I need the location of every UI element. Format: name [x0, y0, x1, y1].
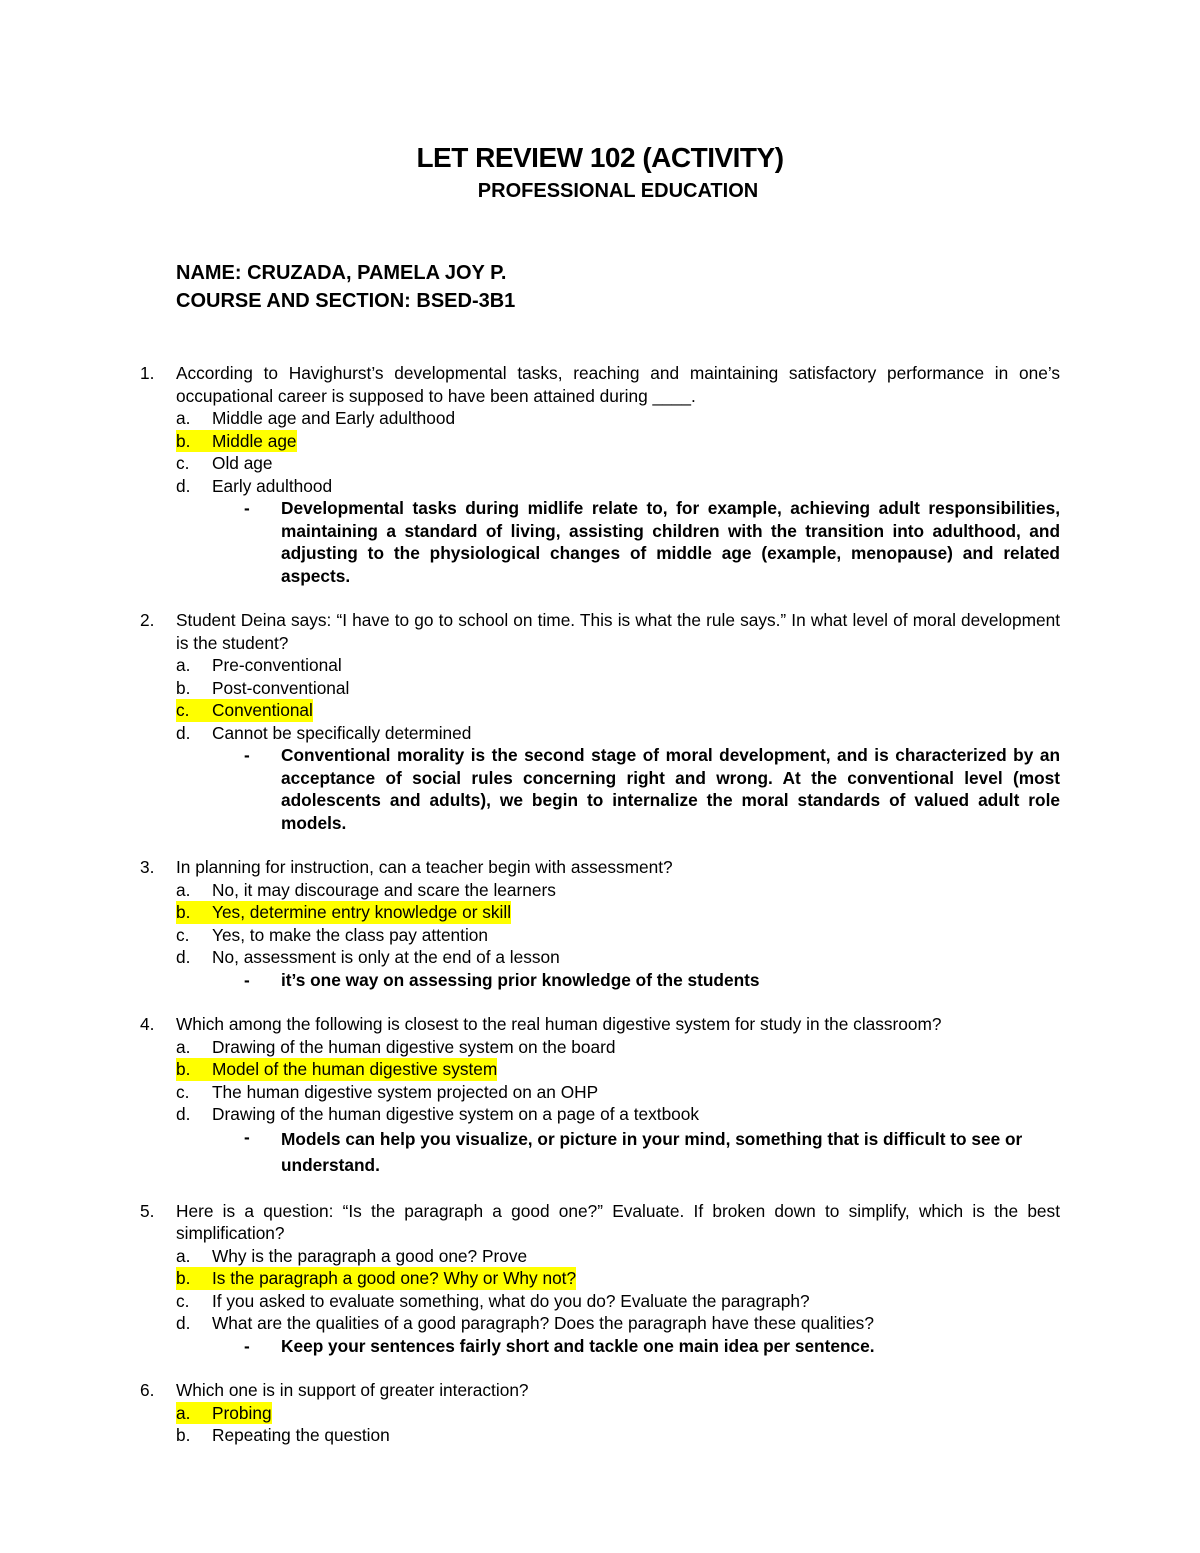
question-text: According to Havighurst’s developmental tasks, reaching and maintaining satisfactory performance in one’s occupational career is supposed to have been attained during ____.: [176, 363, 1060, 406]
option-text: No, assessment is only at the end of a lesson: [212, 947, 560, 967]
question-row: [140, 856, 1060, 879]
question-item: [140, 1013, 1060, 1178]
answer-option: [176, 407, 1060, 430]
option-letter: b.: [176, 430, 212, 453]
question-row: [140, 1200, 1060, 1245]
option-letter: a.: [176, 408, 191, 428]
option-letter: a.: [176, 655, 191, 675]
option-text: Repeating the question: [212, 1425, 390, 1445]
answer-option-correct: [176, 430, 297, 453]
answer-option: [176, 879, 1060, 902]
option-letter: b.: [176, 901, 212, 924]
course-section: COURSE AND SECTION: BSED-3B1: [176, 290, 516, 312]
option-text: Old age: [212, 453, 273, 473]
question-text: Which among the following is closest to the real human digestive system for study in the classroom?: [176, 1014, 942, 1034]
question-item: [140, 856, 1060, 991]
answer-explanation: [244, 744, 1060, 834]
option-letter: a.: [176, 1036, 191, 1057]
option-letter: c.: [176, 1290, 190, 1311]
question-list: [140, 362, 1060, 1469]
question-item: [140, 1200, 1060, 1358]
page-title: LET REVIEW 102 (ACTIVITY): [416, 142, 784, 173]
option-text: Yes, to make the class pay attention: [212, 924, 489, 945]
answer-option: [176, 722, 1060, 745]
answer-option: [176, 924, 1060, 947]
option-text: No, it may discourage and scare the learners: [212, 879, 556, 900]
answer-option-correct: [176, 1267, 576, 1290]
question-number: 4.: [140, 1014, 155, 1034]
explanation-text: it’s one way on assessing prior knowledge of the students: [281, 969, 760, 990]
bullet-dash: -: [244, 1126, 250, 1147]
question-text: Which one is in support of greater interaction?: [176, 1380, 529, 1400]
option-letter: b.: [176, 1267, 212, 1290]
option-letter: b.: [176, 1058, 212, 1081]
option-letter: a.: [176, 879, 191, 900]
option-text: Probing: [212, 1402, 272, 1423]
answer-option: [176, 1081, 1060, 1104]
answer-option: [176, 452, 1060, 475]
option-text: Pre-conventional: [212, 655, 342, 675]
option-text: The human digestive system projected on an OHP: [212, 1081, 599, 1102]
option-letter: b.: [176, 1425, 191, 1445]
option-text: Is the paragraph a good one? Why or Why not?: [212, 1268, 577, 1288]
answer-option: [176, 1424, 1060, 1447]
question-number: 3.: [140, 857, 155, 877]
question-row: [140, 1013, 1060, 1036]
answer-option-correct: [176, 699, 313, 722]
answer-option: [176, 1312, 1060, 1335]
option-letter: c.: [176, 699, 212, 722]
answer-option: [176, 475, 1060, 498]
answer-option-correct: [176, 1402, 272, 1425]
question-number: 1.: [140, 363, 155, 383]
question-row: [140, 609, 1060, 654]
option-letter: c.: [176, 1081, 190, 1102]
answer-explanation: [244, 1126, 1060, 1178]
question-text: Here is a question: “Is the paragraph a good one?” Evaluate. If broken down to simplify, which is the best simplification?: [176, 1200, 1060, 1243]
question-item: [140, 609, 1060, 834]
option-letter: b.: [176, 677, 191, 698]
question-number: 6.: [140, 1380, 155, 1400]
bullet-dash: -: [244, 1335, 250, 1356]
answer-option: [176, 1036, 1060, 1059]
option-letter: d.: [176, 722, 191, 743]
option-letter: d.: [176, 1313, 191, 1333]
question-item: [140, 362, 1060, 587]
answer-option: [176, 677, 1060, 700]
answer-option: [176, 946, 1060, 969]
question-row: [140, 1379, 1060, 1402]
bullet-dash: -: [244, 969, 250, 990]
option-letter: d.: [176, 475, 191, 496]
answer-option-correct: [176, 1058, 497, 1081]
answer-option: [176, 1290, 1060, 1313]
option-text: If you asked to evaluate something, what do you do? Evaluate the paragraph?: [212, 1290, 810, 1311]
answer-explanation: [244, 1335, 1060, 1358]
option-letter: a.: [176, 1402, 212, 1425]
option-letter: c.: [176, 924, 190, 945]
page-subtitle: PROFESSIONAL EDUCATION: [477, 180, 759, 202]
option-text: Middle age and Early adulthood: [212, 408, 456, 428]
option-letter: c.: [176, 453, 190, 473]
question-text: In planning for instruction, can a teacher begin with assessment?: [176, 857, 673, 877]
option-text: Drawing of the human digestive system on the board: [212, 1036, 616, 1057]
question-number: 2.: [140, 610, 155, 630]
explanation-text: Keep your sentences fairly short and tackle one main idea per sentence.: [281, 1335, 875, 1356]
answer-option: [176, 1245, 1060, 1268]
bullet-dash: -: [244, 498, 250, 518]
explanation-text: Models can help you visualize, or picture in your mind, something that is difficult to see or understand.: [281, 1128, 1023, 1175]
answer-option-correct: [176, 901, 511, 924]
option-letter: a.: [176, 1245, 191, 1266]
question-text: Student Deina says: “I have to go to school on time. This is what the rule says.” In what level of moral development is the student?: [176, 610, 1060, 653]
option-text: Early adulthood: [212, 475, 333, 496]
option-text: Cannot be specifically determined: [212, 722, 472, 743]
option-text: Middle age: [212, 430, 297, 451]
bullet-dash: -: [244, 745, 250, 765]
option-letter: d.: [176, 1104, 191, 1124]
answer-option: [176, 1103, 1060, 1126]
option-text: Yes, determine entry knowledge or skill: [212, 902, 512, 922]
option-text: Model of the human digestive system: [212, 1059, 498, 1079]
answer-explanation: [244, 969, 1060, 992]
option-text: Drawing of the human digestive system on a page of a textbook: [212, 1104, 700, 1124]
option-text: Conventional: [212, 700, 313, 720]
explanation-text: Conventional morality is the second stage of moral development, and is characterized by an acceptance of social rules concerning right and wrong. At the conventional level (most adolescents and adults), we begin to internalize the moral standards of valued adult role models.: [281, 745, 1060, 833]
option-text: Why is the paragraph a good one? Prove: [212, 1245, 528, 1266]
option-text: What are the qualities of a good paragraph? Does the paragraph have these qualities?: [212, 1313, 874, 1333]
option-letter: d.: [176, 947, 191, 967]
option-text: Post-conventional: [212, 677, 350, 698]
question-number: 5.: [140, 1200, 155, 1221]
student-name: NAME: CRUZADA, PAMELA JOY P.: [176, 262, 507, 284]
explanation-text: Developmental tasks during midlife relate to, for example, achieving adult responsibilities, maintaining a standard of living, assisting children with the transition into adulthood, and adjusting to the physiological changes of middle age (example, menopause) and related aspects.: [281, 498, 1060, 586]
answer-explanation: [244, 497, 1060, 587]
question-item: [140, 1379, 1060, 1447]
answer-option: [176, 654, 1060, 677]
question-row: [140, 362, 1060, 407]
